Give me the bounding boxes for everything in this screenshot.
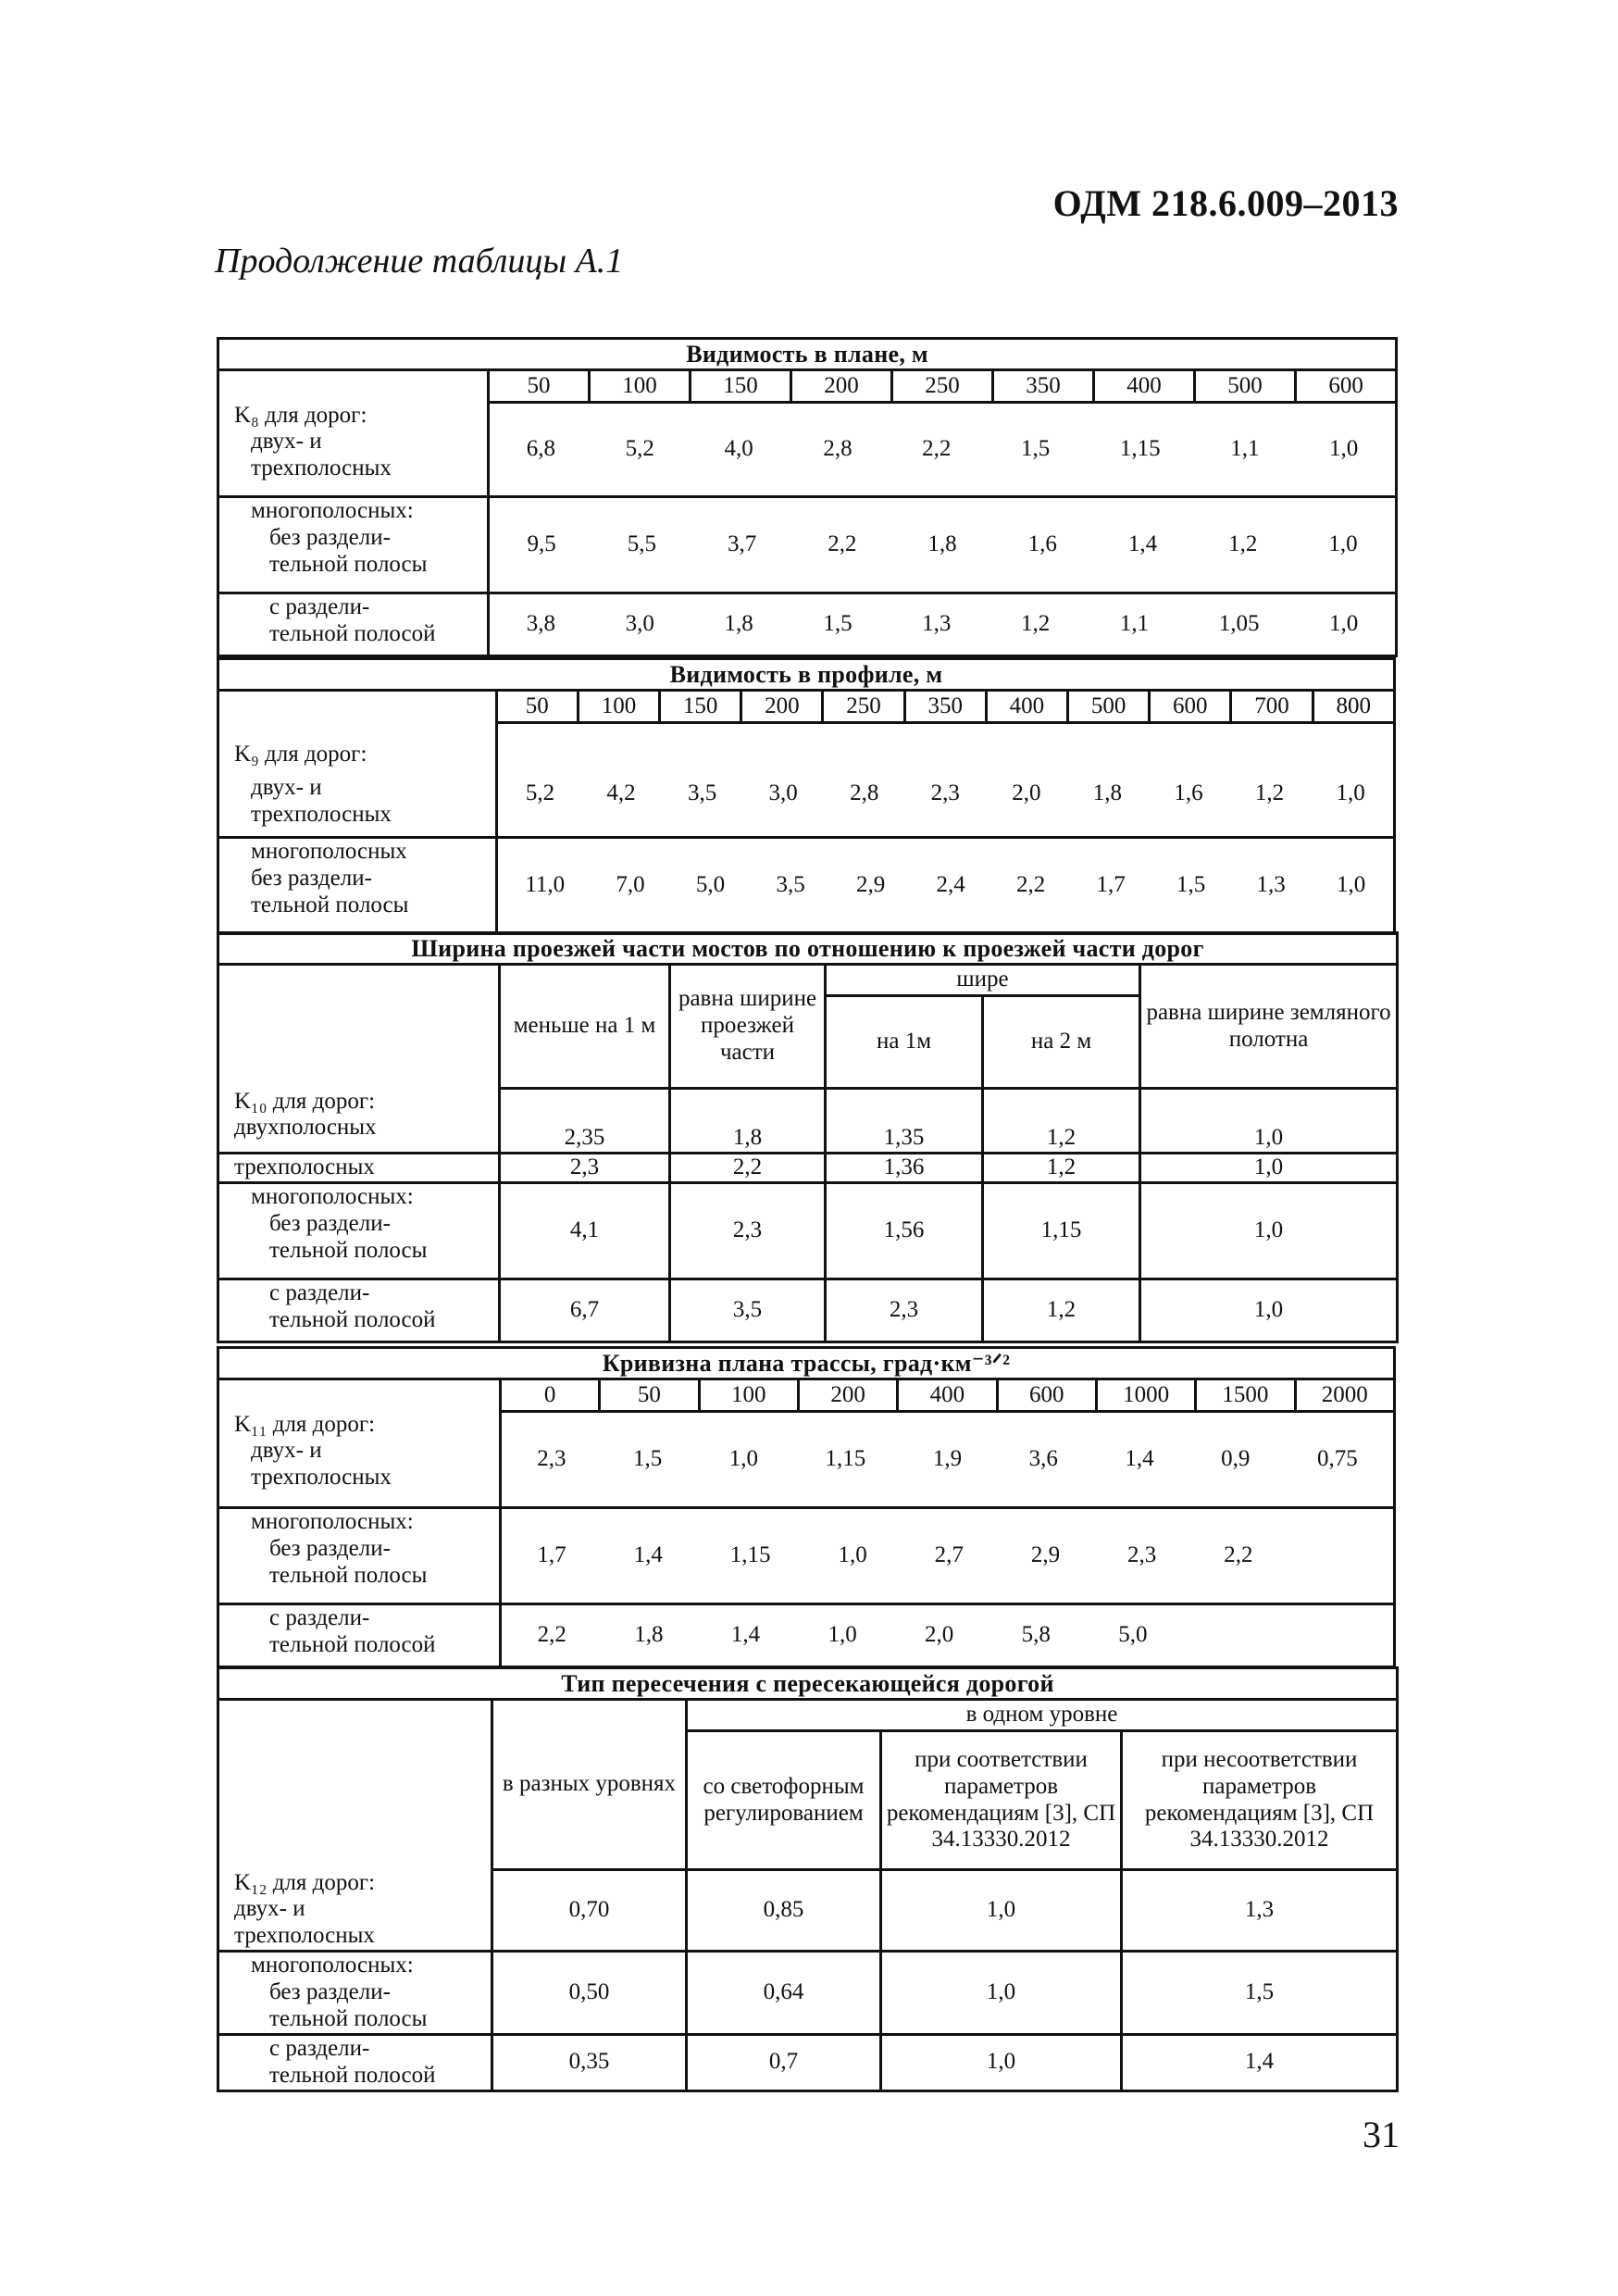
table-row: K₉ для дорог: двух- и трехполосных 5,2 4,2 3,5 3,0 2,8 2,3 2,0 1,8 1,6 1,2 1,0 — [218, 723, 1395, 838]
table-cell-value: 1,1 — [1119, 611, 1150, 637]
k11-label: K₁₁ для дорог: — [234, 1411, 376, 1437]
table-cell-value: 1,8 — [724, 611, 753, 637]
table-row: K₁₂ для дорог: двух- и трехполосных 0,70 0,85 1,0 1,3 — [218, 1870, 1398, 1952]
table-cell-value: 2,0 — [925, 1622, 954, 1648]
table-cell-value: 1,3 — [922, 611, 952, 637]
table-cell-value: 3,7 — [727, 531, 757, 557]
k8-col: 100 — [590, 370, 691, 403]
table-cell-value: 3,6 — [1028, 1446, 1058, 1472]
table-cell-value: 1,0 — [828, 1622, 857, 1648]
k12-title: Тип пересечения с пересекающейся дорогой — [218, 1668, 1398, 1700]
k12-col-nomatch: при несоответствии параметров рекомендациям [3], СП 34.13330.2012 — [1122, 1731, 1398, 1870]
k11-title: Кривизна плана трассы, град·км⁻³ᐟ² — [218, 1348, 1395, 1379]
table-cell-value: 1,0 — [728, 1446, 759, 1472]
table-cell-value: 1,4 — [1127, 531, 1158, 557]
table-cell-value: 1,8 — [1092, 780, 1123, 806]
table-cell-value: 2,4 — [936, 872, 965, 898]
table-cell-value: 1,1 — [1230, 436, 1260, 462]
table-cell-value: 1,5 — [823, 611, 853, 637]
table-row: с раздели- тельной полосой 0,35 0,7 1,0 1,4 — [218, 2035, 1398, 2091]
k12-col-signal: со светофорным регулированием — [687, 1731, 881, 1870]
k8-col: 150 — [691, 370, 791, 403]
table-cell-value: 4,0 — [724, 436, 753, 462]
k10-col-equal: равна ширине проезжей части — [670, 965, 826, 1089]
table-cell-value: 7,0 — [616, 872, 645, 898]
table-cell-value: 3,0 — [768, 780, 798, 806]
k8-col: 500 — [1195, 370, 1296, 403]
k8-col: 50 — [489, 370, 590, 403]
k12-label: K₁₂ для дорог: — [234, 1869, 376, 1895]
k12-col-match: при соответствии параметров рекомендациям [3], СП 34.13330.2012 — [881, 1731, 1122, 1870]
table-cell-value: 1,7 — [1096, 872, 1126, 898]
table-caption: Продолжение таблицы А.1 — [215, 242, 624, 281]
k10-table — [217, 931, 1399, 1343]
table-cell-value: 9,5 — [527, 531, 556, 557]
k12-table — [217, 1666, 1399, 2092]
table-cell-value: 1,3 — [1256, 872, 1286, 898]
table-cell-value: 6,8 — [526, 436, 556, 462]
k12-col-same: в одном уровне — [687, 1700, 1398, 1731]
table-cell-value: 2,2 — [922, 436, 952, 462]
table-cell-value: 1,5 — [1021, 436, 1051, 462]
table-cell-value: 0,75 — [1316, 1446, 1358, 1472]
table-cell-value: 4,2 — [606, 780, 636, 806]
table-cell-value: 0,9 — [1221, 1446, 1251, 1472]
document-code: ОДМ 218.6.009–2013 — [1052, 182, 1399, 224]
table-cell-value: 1,0 — [838, 1542, 867, 1568]
k8-title: Видимость в плане, м — [218, 339, 1397, 370]
k9-title: Видимость в профиле, м — [218, 659, 1395, 691]
k10-col-wider-1: на 1м — [826, 996, 983, 1089]
k8-col: 400 — [1094, 370, 1195, 403]
table-cell-value: 2,9 — [1030, 1542, 1061, 1568]
table-cell-value: 2,3 — [1127, 1542, 1157, 1568]
k10-label: K₁₀ для дорог: — [234, 1088, 376, 1114]
table-cell-value: 1,15 — [825, 1446, 866, 1472]
table-cell-value: 1,15 — [1119, 436, 1161, 462]
table-cell-value: 2,7 — [934, 1542, 964, 1568]
table-cell-value: 5,2 — [625, 436, 654, 462]
table-cell-value: 1,5 — [1176, 872, 1206, 898]
table-cell-value: 1,9 — [932, 1446, 963, 1472]
table-cell-value: 5,2 — [525, 780, 555, 806]
table-cell-value: 3,5 — [776, 872, 805, 898]
k9-label: K₉ для дорог: — [234, 741, 367, 767]
table-row: трехполосных 2,3 2,2 1,36 1,2 1,0 — [218, 1154, 1398, 1183]
table-cell-value: 2,2 — [828, 531, 857, 557]
table-cell-value: 5,0 — [695, 872, 726, 898]
table-cell-value: 1,2 — [1254, 780, 1285, 806]
table-cell-value: 2,2 — [1224, 1542, 1253, 1568]
table-cell-value: 1,4 — [633, 1542, 663, 1568]
k10-title: Ширина проезжей части мостов по отношению к проезжей части дорог — [218, 933, 1398, 965]
table-cell-value: 1,0 — [1337, 872, 1366, 898]
k8-label: K₈ для дорог: — [234, 402, 367, 428]
table-cell-value: 1,6 — [1174, 780, 1203, 806]
table-cell-value: 2,3 — [930, 780, 960, 806]
table-cell-value: 1,2 — [1228, 531, 1258, 557]
k10-col-less: меньше на 1 м — [500, 965, 670, 1089]
table-cell-value: 1,8 — [634, 1622, 664, 1648]
table-cell-value: 1,4 — [1125, 1446, 1154, 1472]
table-cell-value: 3,8 — [526, 611, 556, 637]
table-row: многополосных: без раздели- тельной полосы 4,1 2,3 1,56 1,15 1,0 — [218, 1183, 1398, 1279]
table-cell-value: 1,7 — [537, 1542, 566, 1568]
table-row: K₁₀ для дорог: двухполосных 2,35 1,8 1,35 1,2 1,0 — [218, 1089, 1398, 1154]
table-cell-value: 1,2 — [1021, 611, 1051, 637]
table-cell-value: 5,5 — [627, 531, 656, 557]
table-row: с раздели- тельной полосой 3,8 3,0 1,8 1,5 1,3 1,2 1,1 1,05 1,0 — [218, 593, 1397, 656]
table-row: K₈ для дорог: двух- и трехполосных 6,8 5,2 4,0 2,8 2,2 1,5 1,15 1,1 1,0 — [218, 403, 1397, 497]
page-number: 31 — [1363, 2114, 1400, 2155]
table-cell-value: 1,5 — [632, 1446, 663, 1472]
table-cell-value: 2,3 — [537, 1446, 566, 1472]
table-cell-value: 2,2 — [1015, 872, 1046, 898]
table-row: с раздели- тельной полосой 2,2 1,8 1,4 1,0 2,0 5,8 5,0 — [218, 1604, 1395, 1667]
table-cell-value: 1,4 — [730, 1622, 761, 1648]
table-cell-value: 2,2 — [537, 1622, 566, 1648]
table-cell-value: 2,0 — [1012, 780, 1041, 806]
k11-table: Кривизна плана трассы, град·км⁻³ᐟ² 0 50 100 200 400 600 1000 1500 2000 K₁₁ для дорог: двух- и трехполосных 2,3 1,5 1,0 1,15 1,9 3,6 1,4 0,9 0,75 многополосных: без раздели- тельной полосы 1,7 1,4 1,15 1,0 2,7 2,9 2,3 2,2 с раздели- тельной полосой 2,2 1,8 1,4 1,0 2,0 5,8 5,0 — [217, 1346, 1396, 1668]
table-cell-value: 5,0 — [1118, 1622, 1148, 1648]
k8-col: 250 — [892, 370, 993, 403]
table-row: с раздели- тельной полосой 6,7 3,5 2,3 1,2 1,0 — [218, 1279, 1398, 1342]
table-cell-value: 1,0 — [1329, 611, 1359, 637]
table-cell-value: 1,15 — [729, 1542, 771, 1568]
table-cell-value: 2,8 — [850, 780, 879, 806]
k8-col: 600 — [1296, 370, 1397, 403]
k9-table: Видимость в профиле, м 50 100 150 200 250 350 400 500 600 700 800 K₉ для дорог: двух- и трехполосных 5,2 4,2 3,5 3,0 2,8 2,3 2,0 1,8 1,6 1,2 1,0 многополосных без раздели- тельной полосы 11,0 7,0 5,0 3,5 2,9 2,4 2,2 1,7 1,5 1,3 1,0 — [217, 657, 1396, 935]
table-cell-value: 11,0 — [525, 872, 566, 898]
k10-col-wider-2: на 2 м — [983, 996, 1140, 1089]
table-cell-value: 1,0 — [1336, 780, 1365, 806]
table-row: многополосных: без раздели- тельной полосы 9,5 5,5 3,7 2,2 1,8 1,6 1,4 1,2 1,0 — [218, 497, 1397, 593]
table-cell-value: 1,6 — [1027, 531, 1057, 557]
table-cell-value: 2,9 — [855, 872, 886, 898]
table-row: многополосных: без раздели- тельной полосы 1,7 1,4 1,15 1,0 2,7 2,9 2,3 2,2 — [218, 1508, 1395, 1604]
table-row: K₁₁ для дорог: двух- и трехполосных 2,3 1,5 1,0 1,15 1,9 3,6 1,4 0,9 0,75 — [218, 1412, 1395, 1508]
table-row: многополосных без раздели- тельной полосы 11,0 7,0 5,0 3,5 2,9 2,4 2,2 1,7 1,5 1,3 1,0 — [218, 838, 1395, 934]
table-cell-value: 3,5 — [687, 780, 717, 806]
table-cell-value: 5,8 — [1021, 1622, 1051, 1648]
table-row: многополосных: без раздели- тельной полосы 0,50 0,64 1,0 1,5 — [218, 1952, 1398, 2035]
k10-col-subgrade: равна ширине земляного полотна — [1140, 965, 1398, 1089]
table-cell-value: 1,05 — [1218, 611, 1260, 637]
table-cell-value: 1,0 — [1328, 531, 1358, 557]
k8-col: 350 — [993, 370, 1094, 403]
table-cell-value: 1,8 — [927, 531, 957, 557]
k10-col-wider: шире — [826, 965, 1140, 996]
table-cell-value: 1,0 — [1329, 436, 1359, 462]
k12-col-levels: в разных уровнях — [492, 1700, 687, 1870]
k8-multi-label: многополосных: — [251, 498, 414, 523]
k8-table — [217, 337, 1398, 657]
k8-col: 200 — [791, 370, 892, 403]
table-cell-value: 3,0 — [625, 611, 654, 637]
table-cell-value: 2,8 — [823, 436, 853, 462]
